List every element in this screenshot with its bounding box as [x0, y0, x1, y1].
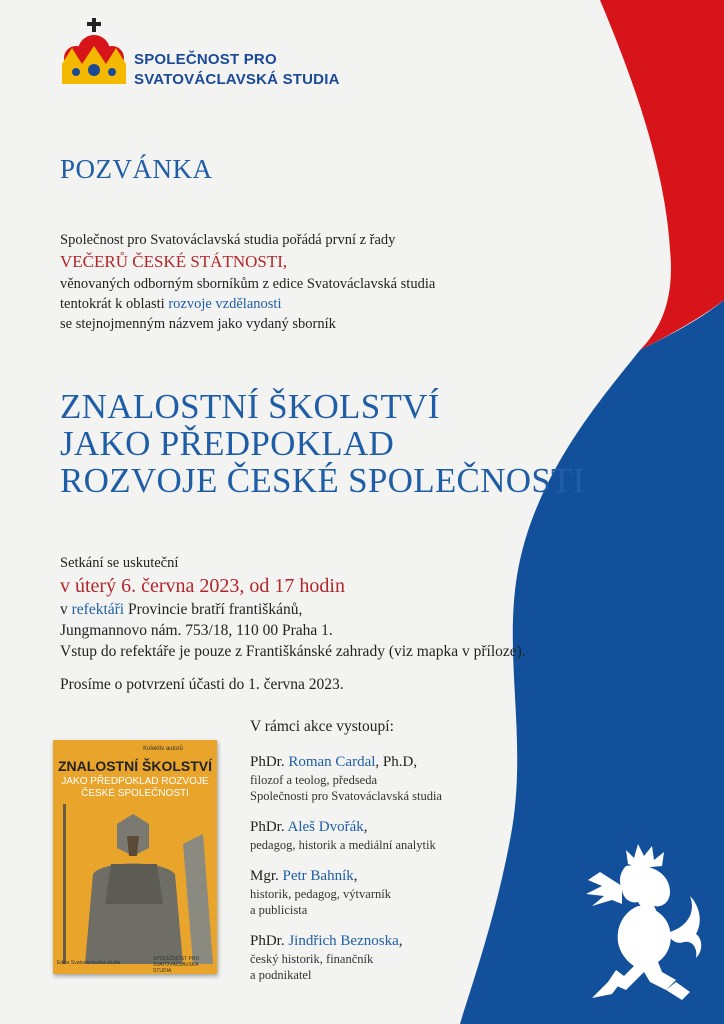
- meeting-address: Jungmannovo nám. 753/18, 110 00 Praha 1.: [60, 622, 333, 639]
- speaker-2: [250, 818, 510, 853]
- title-line2: JAKO PŘEDPOKLAD: [60, 424, 395, 463]
- intro-line5: se stejnojmenným názvem jako vydaný sborník: [60, 316, 336, 332]
- speaker-name: Jindřich Beznoska: [288, 933, 399, 949]
- intro-line2: VEČERŮ ČESKÉ STÁTNOSTI,: [60, 252, 288, 271]
- speaker-3: [250, 867, 510, 918]
- speaker-name: Aleš Dvořák: [287, 819, 364, 835]
- speaker-name-line: [250, 818, 510, 837]
- meeting-info: [60, 553, 620, 695]
- speaker-suffix: ,: [363, 819, 368, 835]
- speaker-prefix: PhDr.: [250, 933, 289, 949]
- czech-lion-icon: [578, 842, 708, 1002]
- speaker-prefix: PhDr.: [250, 819, 288, 835]
- speaker-4: [250, 932, 510, 983]
- speaker-suffix: ,: [398, 933, 403, 949]
- title-line1: ZNALOSTNÍ ŠKOLSTVÍ: [60, 387, 440, 426]
- book-publisher2: SVATOVÁCLAVSKÁ STUDIA: [153, 962, 199, 974]
- speaker-name-line: [250, 753, 510, 772]
- speaker-desc: pedagog, historik a mediální analytik: [250, 838, 436, 852]
- intro-line4: [60, 294, 530, 314]
- meeting-date: v úterý 6. června 2023, od 17 hodin: [60, 575, 345, 597]
- event-title: [60, 388, 585, 499]
- book-edition: Edice Svatováclavská studia: [57, 960, 121, 966]
- book-publisher1: SPOLEČNOST PRO: [153, 956, 200, 962]
- speaker-desc: historik, pedagog, výtvarník: [250, 887, 391, 901]
- meeting-place: [60, 599, 620, 620]
- speaker-name: Roman Cardal: [288, 754, 376, 770]
- intro-line3: věnovaných odborným sborníkům z edice Svatováclavská studia: [60, 276, 436, 292]
- logo-line1: SPOLEČNOST PRO: [134, 51, 277, 68]
- speaker-desc: a podnikatel: [250, 968, 312, 982]
- speaker-1: [250, 753, 510, 804]
- meeting-access: Vstup do refektáře je pouze z Františkánské zahrady (viz mapka v příloze).: [60, 643, 526, 660]
- speakers: [250, 716, 510, 983]
- book-title3: ČESKÉ SPOLEČNOSTI: [81, 788, 189, 799]
- speaker-suffix: , Ph.D,: [375, 754, 418, 770]
- speaker-desc: a publicista: [250, 903, 308, 917]
- speaker-desc: český historik, finančník: [250, 952, 374, 966]
- speaker-name-line: [250, 932, 510, 951]
- speaker-desc: Společnosti pro Svatováclavská studia: [250, 789, 442, 803]
- intro-line1: Společnost pro Svatováclavská studia pořádá první z řady: [60, 232, 396, 248]
- book-author: Kolektiv autorů: [143, 746, 183, 752]
- intro-line4-pre: tentokrát k oblasti: [60, 296, 169, 312]
- intro: [60, 230, 530, 334]
- intro-line4-highlight: rozvoje vzdělanosti: [168, 296, 282, 312]
- book-title2: JAKO PŘEDPOKLAD ROZVOJE: [61, 776, 209, 787]
- speaker-name-line: [250, 867, 510, 886]
- page-heading: POZVÁNKA: [60, 154, 213, 184]
- logo: [58, 18, 378, 88]
- speakers-heading: V rámci akce vystoupí:: [250, 718, 394, 735]
- crown-logo-icon: [58, 18, 130, 88]
- place-post: Provincie bratří františkánů,: [124, 601, 303, 618]
- book-cover: [53, 740, 217, 974]
- place-highlight: refektáři: [71, 601, 125, 618]
- speaker-prefix: Mgr.: [250, 868, 283, 884]
- book-title1: ZNALOSTNÍ ŠKOLSTVÍ: [58, 758, 212, 774]
- title-line3: ROZVOJE ČESKÉ SPOLEČNOSTI: [60, 461, 585, 500]
- speaker-suffix: ,: [353, 868, 358, 884]
- meeting-rsvp: Prosíme o potvrzení účasti do 1. června 2023.: [60, 676, 344, 693]
- meeting-line1: Setkání se uskuteční: [60, 555, 179, 571]
- speaker-desc: filozof a teolog, předseda: [250, 773, 378, 787]
- place-pre: v: [60, 601, 72, 618]
- knight-illustration-icon: [53, 804, 217, 964]
- logo-line2: SVATOVÁCLAVSKÁ STUDIA: [134, 71, 340, 88]
- speaker-prefix: PhDr.: [250, 754, 289, 770]
- speaker-name: Petr Bahník: [282, 868, 354, 884]
